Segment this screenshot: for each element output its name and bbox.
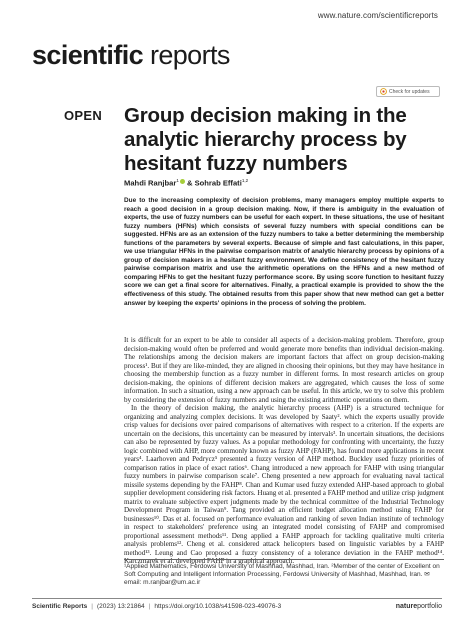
author-affiliation-ref: 1 — [176, 178, 179, 183]
footer-doi-link[interactable]: https://doi.org/10.1038/s41598-023-49076-3 — [154, 603, 282, 610]
footer-separator: | — [148, 603, 151, 610]
journal-logo — [32, 40, 230, 70]
check-for-updates-button[interactable] — [376, 86, 440, 97]
author-name[interactable]: Mahdi Ranjbar — [124, 178, 177, 188]
author-separator: & — [184, 178, 195, 188]
footer-divider — [32, 598, 442, 599]
journal-logo-light: reports — [143, 40, 230, 70]
footer-volume: (2023) 13:21864 — [96, 603, 145, 610]
body-paragraph: It is difficult for an expert to be able to consider all aspects of a decision-making problem. Therefore, group decision-making would often be preferred and would generate more benefits than individual decision-making. The relationships among the decision makers are important factors that affect on group decision-making process¹. But if they are like-minded, they are aligned in choosing their opinions, but they may have hesitance in choosing the membership function as a fuzzy number in different forms. In most research articles on group decision-making, the opinions of different decision makers are aggregated, which causes the loss of some information. In such a situation, using a new approach can be useful. In this article, we try to solve this problem by considering the extension of fuzzy numbers and using the existing arithmetic operations on them. — [124, 336, 444, 404]
abstract: Due to the increasing complexity of decision problems, many managers employ multiple experts to reach a good decision in a group decision making. Now, if there is ambiguity in the evaluation of experts, the use of fuzzy numbers can be useful for each expert. In these situations, the use of hesitant fuzzy numbers (HFNs) which consists of several fuzzy numbers with special conditions can be suggested. HFNs are as an extension of the fuzzy numbers to take a better determining the membership functions of the parameters by several experts. Because of simple and fast calculations, in this paper, we use triangular HFNs in the pairwise comparison matrix of analytic hierarchy process by opinions of a group of decision makers in a hesitant fuzzy environment. We define consistency of the hesitant fuzzy pairwise comparison matrix and use the arithmetic operations on the HFNs and a new method of comparing HFNs to get the hesitant fuzzy performance score. By using score function to hesitant fuzzy score we can get a final score for alternatives. Finally, a practical example is provided to show the the effectiveness of this study. The obtained results from this paper show that new method can get a better answer by keeping the experts' opinions in the process of solving the problem. — [124, 197, 444, 307]
check-for-updates-label: Check for updates — [389, 88, 430, 95]
journal-logo-bold: scientific — [32, 40, 144, 70]
body-paragraph: In the theory of decision making, the analytic hierarchy process (AHP) is a structured technique for organizing and analyzing complex decisions. It was developed by Saaty². which the experts usually provide crisp values for decisions over paired comparisons of alternatives with respect to a criterion. If the experts are uncertain on the decisions, this uncertainty can be measured by intervals³. In uncertain situations, the decisions can also be represented by fuzzy values. As a popular methodology for confronting with uncertainty, the fuzzy logic combined with AHP, more commonly known as fuzzy AHP (FAHP), has found more applications in recent years⁴. Laarhoven and Pedrycz⁵ presented a fuzzy version of AHP method. Buckley used fuzzy priorities of comparison ratios in place of exact ratios⁶. Chang introduced a new approach for FAHP with using triangular fuzzy numbers in pairwise comparison scale⁷. Cheng presented a new approach for evaluating naval tactical missile systems depending by the FAHP⁸. Chan and Kumar used fuzzy extended AHP-based approach to global supplier development considering risk factors. Huang et al. presented a FAHP method and utilize crisp judgment matrix to evaluate subjective expert judgments made by the technical committee of the Industrial Technology Development Program in Taiwan⁹. Tang provided an efficient budget allocation method using FAHP for businesses¹⁰. Das et al. focused on performance evaluation and ranking of seven Indian institute of technology in respect to stakeholders' preference using an integrated model consisting of FAHP and compromised proportional assessment methods¹¹. Deng applied a FAHP approach for tackling qualitative multi criteria analysis problems¹². Cheng et al. considered attack helicopters based on linguistic variables by a FAHP method¹³. Leung and Cao proposed a fuzzy consistency of a tolerance deviation in the FAHP method¹⁴. Karczmarek et al. developed FAHP in a graphical approach. — [124, 404, 444, 565]
author-affiliation-ref: 1,2 — [241, 178, 249, 183]
check-updates-icon — [380, 88, 387, 95]
publisher-logo — [396, 603, 442, 610]
open-access-label: OPEN — [64, 108, 103, 123]
author-name[interactable]: Sohrab Effati — [194, 178, 242, 188]
affiliations: ¹Applied Mathematics, Ferdowsi University of Mashhad, Mashhad, Iran. ²Member of the center of Excellent on Soft Computing and Intelligent Information Processing, Ferdowsi University of Mashhad, Mashhad, Iran. ✉email: m.ranjbar@um.ac.ir — [124, 563, 440, 586]
article-title: Group decision making in the analytic hierarchy process by hesitant fuzzy numbers — [124, 104, 407, 175]
author-list — [124, 178, 248, 188]
journal-url[interactable]: www.nature.com/scientificreports — [317, 11, 438, 20]
publisher-logo-light: portfolio — [417, 603, 442, 610]
page-footer — [32, 603, 442, 610]
publisher-logo-bold: nature — [395, 603, 418, 610]
article-body — [124, 336, 444, 566]
footer-journal: Scientific Reports — [32, 603, 88, 610]
footer-separator: | — [91, 603, 93, 610]
affiliation-divider — [124, 559, 444, 560]
